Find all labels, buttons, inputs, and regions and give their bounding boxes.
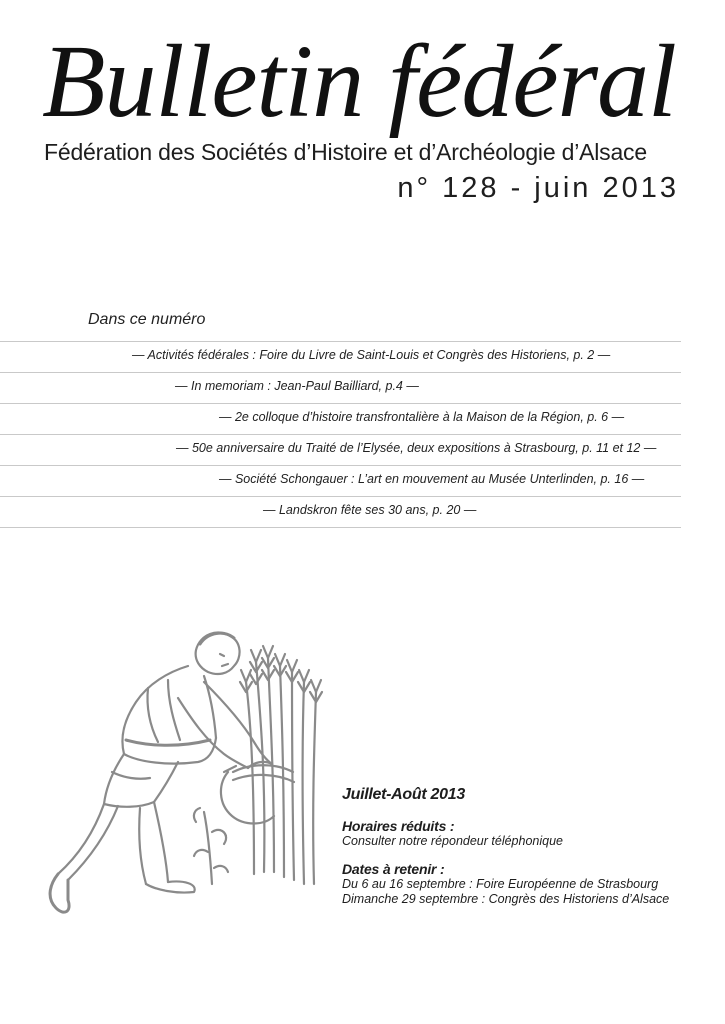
federation-subtitle: Fédération des Sociétés d’Histoire et d’Archéologie d’Alsace	[44, 139, 647, 165]
hours-heading: Horaires réduits :	[342, 818, 455, 834]
contents-item: — 50e anniversaire du Traité de l’Elysée, deux expositions à Strasbourg, p. 11 et 12 —	[176, 441, 657, 455]
bulletin-title: Bulletin fédéral	[42, 24, 676, 139]
harvester-illustration-icon	[28, 622, 340, 934]
contents-heading: Dans ce numéro	[88, 311, 206, 328]
contents-item: — In memoriam : Jean-Paul Bailliard, p.4 —	[175, 379, 419, 393]
contents-row	[0, 465, 681, 496]
table-of-contents	[0, 341, 681, 528]
announcement-panel	[342, 786, 712, 919]
hours-text: Consulter notre répondeur téléphonique	[342, 834, 563, 848]
dates-heading: Dates à retenir :	[342, 861, 445, 877]
contents-row	[0, 372, 681, 403]
contents-item: — Landskron fête ses 30 ans, p. 20 —	[263, 503, 477, 517]
announcement-period: Juillet-Août 2013	[342, 786, 465, 803]
hours-block	[342, 818, 712, 849]
date-item: Dimanche 29 septembre : Congrès des Historiens d’Alsace	[342, 892, 670, 906]
dates-block	[342, 861, 712, 907]
contents-row	[0, 434, 681, 465]
contents-item: — Activités fédérales : Foire du Livre de Saint-Louis et Congrès des Historiens, p. 2 —	[132, 348, 611, 362]
contents-item: — 2e colloque d’histoire transfrontalière à la Maison de la Région, p. 6 —	[219, 410, 625, 424]
contents-item: — Société Schongauer : L’art en mouvement au Musée Unterlinden, p. 16 —	[219, 472, 645, 486]
contents-row	[0, 341, 681, 372]
date-item: Du 6 au 16 septembre : Foire Européenne de Strasbourg	[342, 877, 659, 891]
issue-number: n° 128 - juin 2013	[397, 172, 679, 204]
contents-row	[0, 403, 681, 434]
contents-row	[0, 496, 681, 528]
